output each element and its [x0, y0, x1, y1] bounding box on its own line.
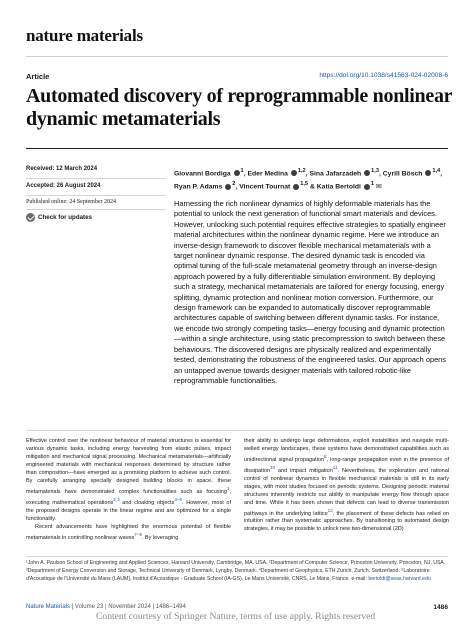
- author-name[interactable]: Giovanni Bordiga: [174, 170, 231, 178]
- published-date: Published online: 24 September 2024: [26, 199, 116, 205]
- orcid-icon[interactable]: [225, 184, 231, 190]
- date-divider: [26, 195, 166, 196]
- orcid-icon[interactable]: [425, 170, 431, 176]
- orcid-icon[interactable]: [234, 170, 240, 176]
- article-title: Automated discovery of reprogrammable nonlinear dynamic metamaterials: [26, 85, 452, 130]
- footnote-divider: [26, 556, 448, 557]
- header-divider: [26, 56, 448, 57]
- author-affiliation: 1: [240, 168, 244, 174]
- author-name[interactable]: Katia Bertoldi: [316, 183, 361, 191]
- footer-volume: Volume 23: [74, 604, 104, 610]
- orcid-icon[interactable]: [364, 170, 370, 176]
- accepted-date: Accepted: 26 August 2024: [26, 183, 101, 189]
- footer-pages: 1486–1494: [155, 604, 186, 610]
- email-link[interactable]: bertoldi@seas.harvard.edu: [368, 576, 431, 583]
- orcid-icon[interactable]: [293, 184, 299, 190]
- author-affiliation: 1,3: [371, 168, 379, 174]
- affiliations: ¹John A. Paulson School of Engineering and Applied Sciences, Harvard University, Cambridge, MA, USA. ²Department of Computer Science, Princeton University, Princeton, NJ, USA. ³Department of Energy Conversion and Storage, Technical University of Denmark, Lyngby, Denmark. ⁴Department of Geophysics, ETH Zurich, Zurich, Switzerland. ⁵Laboratoire d'Acoustique de l'Université du Mans (LAUM), Institut d'Acoustique - Graduate School (IA-GS), Le Mans Université, CNRS, Le Mans, France. e-mail: bertoldi@seas.harvard.edu: [26, 560, 446, 583]
- title-divider: [26, 148, 448, 149]
- author-name[interactable]: Sina Jafarzadeh: [309, 170, 362, 178]
- email-label: e-mail:: [351, 576, 369, 583]
- author-name[interactable]: Eder Medina: [247, 170, 288, 178]
- date-divider: [26, 178, 166, 179]
- check-updates-label: Check for updates: [38, 214, 92, 221]
- body-column-right: [244, 437, 449, 533]
- body-paragraph: Effective control over the nonlinear behaviour of material structures is essential for various dynamic tasks, including energy harvesting from elastic pulses, impact mitigation and mechanical signal processing. Mechanical metamaterials—artificially engineered materials with mechanical responses determined by structure rather than composition—have emerged as a promising platform to achieve such control. By carefully arranging specially designed building blocks in space, these metamaterials have demonstrated complex functionalities such as focusing$^1$, executing mathematical operations$^{2,3}$ and cloaking objects$^{4-6}$. However, most of the proposed designs operate in the linear regime and are optimized for a single functionality.: [26, 438, 231, 522]
- email-icon[interactable]: ✉: [375, 183, 382, 191]
- check-updates-button[interactable]: [26, 213, 92, 222]
- author-affiliation: 1,4: [432, 168, 441, 174]
- author-affiliation: 1,5: [300, 181, 309, 188]
- body-paragraph: Recent advancements have highlighted the enormous potential of flexible metamaterials in controlling nonlinear waves$^{7-9}$. By leveraging: [26, 523, 231, 541]
- body-paragraph: their ability to undergo large deformations, exploit instabilities and navigate multi-welled energy landscapes, these systems have demonstrated capabilities such as unidirectional signal propagation$^8$, long-range propagation even in the presence of dissipation$^{10}$ and impact mitigation$^{11}$. Nevertheless, the exploration and rational control of nonlinear dynamics in flexible mechanical materials is still in its early stages, with most studies focused on periodic systems. Designing periodic material structures inherently restricts our ability to manipulate energy flow through space and time. While it has been shown that defects can lead to diverse transmission pathways in the underlying lattice$^{12}$, the placement of these defects has relied on intuition rather than systematic approaches. By transitioning to automated design strategies, it may be possible to unlock new two-dimensional (2D): [244, 438, 450, 533]
- doi-link[interactable]: https://doi.org/10.1038/s41563-024-02008-6: [319, 72, 448, 79]
- article-type: Article: [26, 72, 50, 81]
- author-affiliation: 1,2: [297, 168, 306, 174]
- received-date: Received: 12 March 2024: [26, 166, 98, 172]
- author-name[interactable]: Vincent Tournat: [239, 183, 291, 191]
- author-affiliation: 2: [232, 181, 236, 188]
- body-column-left: [26, 437, 231, 541]
- footer-citation: Nature Materials | Volume 23 | November 2024 | 1486–1494: [26, 604, 186, 610]
- date-divider: [26, 209, 166, 210]
- check-updates-icon: [26, 213, 35, 222]
- page-number: 1486: [433, 604, 448, 611]
- author-list: Giovanni Bordiga $^1$, Eder Medina $^{1,2}$, Sina Jafarzadeh $^{1,3}$, Cyrill Bösch $^{1,4}$, Ryan P. Adams $^2$, Vincent Tournat $^{1,5}$ & Katia Bertoldi $^1$ ✉: [174, 168, 443, 191]
- footer-journal[interactable]: Nature Materials: [26, 604, 71, 610]
- author-affiliation: 1: [370, 181, 374, 188]
- author-name[interactable]: Cyrill Bösch: [382, 170, 423, 178]
- journal-name[interactable]: nature materials: [26, 26, 143, 45]
- section-divider: [26, 430, 448, 431]
- abstract: Harnessing the rich nonlinear dynamics of highly deformable materials has the potential to unlock the next generation of functional smart materials and devices. However, unlocking such potential requires effective strategies to spatially engineer material architectures within the nonlinear dynamic regime. Here we introduce an inverse-design framework to discover flexible mechanical metamaterials with a target nonlinear dynamic response. The desired dynamic task is encoded via optimal tuning of the full-scale metamaterial geometry through an inverse-design approach powered by a fully differentiable simulation environment. By deploying such a strategy, mechanical metamaterials are tailored for energy focusing, energy splitting, dynamic protection and nonlinear motion conversion. Furthermore, our design framework can be expanded to automatically discover reprogrammable architectures capable of switching between different dynamic tasks. For instance, we encode two strongly competing tasks—energy focusing and dynamic protection—within a single architecture, using static precompression to switch between these behaviours. The discovered designs are physically realized and experimentally tested, demonstrating the robustness of the engineered tasks. Our approach opens an untapped avenue towards designer materials with tailored robotic-like reprogrammable functionalities.: [174, 199, 446, 385]
- orcid-icon[interactable]: [291, 170, 297, 176]
- footer-issue: November 2024: [108, 604, 151, 610]
- courtesy-watermark: Content courtesy of Springer Nature, terms of use apply. Rights reserved: [96, 611, 376, 622]
- orcid-icon[interactable]: [364, 184, 370, 190]
- author-name[interactable]: Ryan P. Adams: [174, 183, 223, 191]
